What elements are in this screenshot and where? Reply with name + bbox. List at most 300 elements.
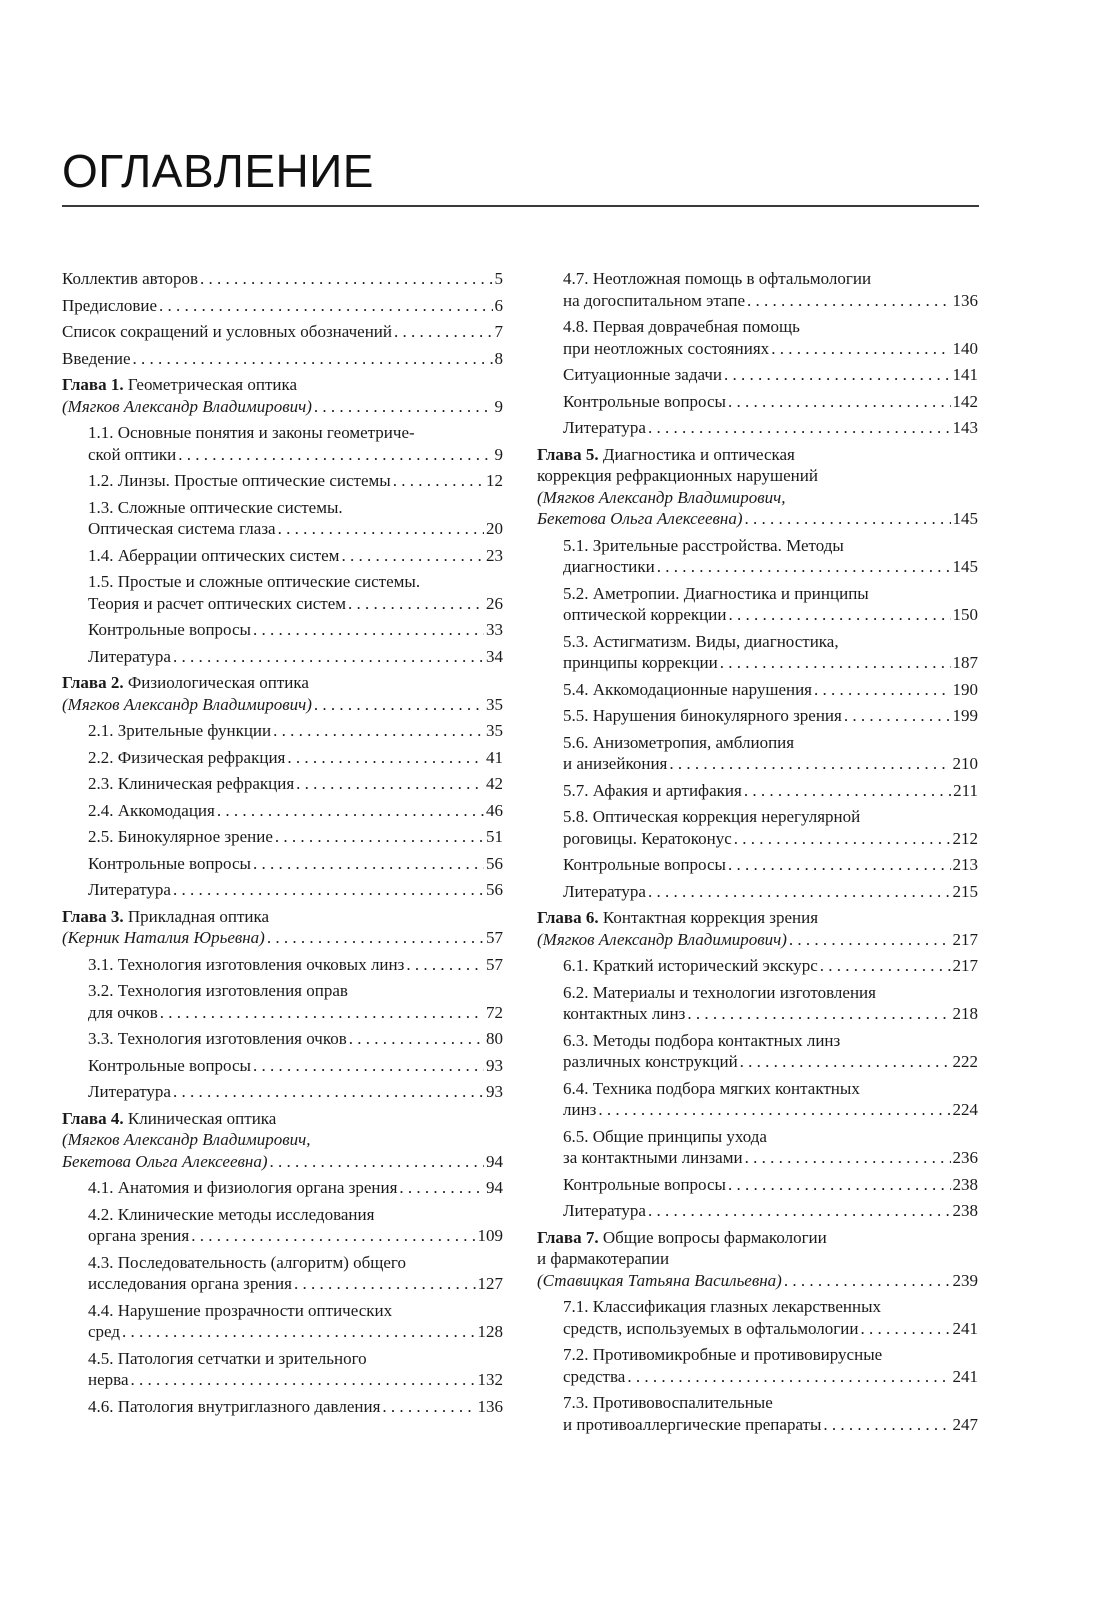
dot-leader [669, 753, 950, 775]
dot-leader [382, 1396, 475, 1418]
toc-section[interactable] [537, 705, 978, 727]
dot-leader [744, 780, 951, 802]
toc-section[interactable] [537, 679, 978, 701]
toc-entry-last-line [88, 593, 503, 615]
toc-page-number: 199 [952, 706, 978, 725]
toc-page-number: 128 [477, 1322, 503, 1341]
toc-section[interactable] [62, 422, 503, 465]
toc-section[interactable] [537, 1030, 978, 1073]
toc-entry-last-line [88, 518, 503, 540]
toc-page-number: 56 [486, 880, 503, 899]
chapter-number: Глава 6. [537, 908, 599, 927]
toc-entry-line: 6.2. Материалы и технологии изготовления [563, 982, 876, 1002]
dot-leader [814, 679, 951, 701]
toc-entry-last-line [62, 348, 503, 370]
toc-chapter-heading [62, 906, 503, 928]
toc-entry-line: 5.6. Анизометропия, амблиопия [563, 732, 795, 752]
toc-entry[interactable] [62, 268, 503, 290]
chapter-author-line: (Мягков Александр Владимирович, [537, 487, 786, 507]
toc-page-number: 57 [486, 928, 503, 947]
dot-leader [273, 720, 484, 742]
toc-section[interactable] [62, 1055, 503, 1077]
toc-entry-line: 5.1. Зрительные расстройства. Методы [563, 535, 844, 555]
toc-entry-text: Литература [563, 418, 646, 437]
toc-entry-last-line [88, 545, 503, 567]
toc-entry-last-line [88, 773, 503, 795]
toc-page-number: 33 [486, 620, 503, 639]
toc-entry-last-line [563, 364, 978, 386]
toc-page-number: 239 [952, 1270, 978, 1290]
toc-page-number: 93 [486, 1082, 503, 1101]
toc-page-number: 35 [486, 721, 503, 740]
toc-entry-text: Литература [88, 1082, 171, 1101]
toc-entry-last-line [88, 954, 503, 976]
toc-page-number: 94 [486, 1178, 503, 1197]
toc-entry-last-line [563, 290, 978, 312]
toc-entry-last-line [88, 1273, 503, 1295]
toc-entry-last-line [88, 1055, 503, 1077]
toc-entry-text: и противоаллергические препараты [563, 1414, 822, 1434]
toc-chapter[interactable] [537, 444, 978, 530]
dot-leader [314, 396, 493, 418]
dot-leader [745, 1147, 951, 1169]
toc-entry-text: на догоспитальном этапе [563, 290, 746, 310]
dot-leader [191, 1225, 475, 1247]
toc-section[interactable] [537, 535, 978, 578]
toc-entry-text: 2.1. Зрительные функции [88, 721, 272, 740]
toc-page-number: 238 [952, 1201, 978, 1220]
dot-leader [131, 1369, 476, 1391]
dot-leader [133, 348, 493, 370]
dot-leader [687, 1003, 950, 1025]
toc-section[interactable] [62, 879, 503, 901]
toc-entry-last-line [563, 338, 978, 360]
toc-entry-line: 4.2. Клинические методы исследования [88, 1204, 375, 1224]
toc-section[interactable] [537, 1174, 978, 1196]
toc-entry-last-line [88, 826, 503, 848]
toc-entry-last-line [563, 1318, 978, 1340]
toc-section[interactable] [62, 1081, 503, 1103]
chapter-title: Физиологическая оптика [123, 673, 309, 692]
toc-entry-text: Коллектив авторов [62, 269, 198, 288]
toc-chapter[interactable] [537, 1227, 978, 1292]
toc-entry-text: 2.4. Аккомодация [88, 800, 215, 820]
dot-leader [399, 1177, 484, 1199]
dot-leader [173, 879, 484, 901]
dot-leader [178, 444, 492, 466]
toc-section[interactable] [62, 571, 503, 614]
toc-entry-text: Литература [563, 1201, 646, 1220]
toc-entry-text: 2.5. Бинокулярное зрение [88, 827, 273, 846]
toc-entry-text: для очков [88, 1002, 158, 1022]
dot-leader [728, 604, 950, 626]
dot-leader [393, 470, 484, 492]
toc-entry-last-line [88, 1321, 503, 1343]
dot-leader [844, 705, 951, 727]
toc-page-number: 217 [952, 929, 978, 949]
toc-page-number: 213 [952, 855, 978, 874]
dot-leader [648, 881, 951, 903]
toc-entry-text: оптической коррекции [563, 605, 727, 624]
toc-section[interactable] [537, 316, 978, 359]
toc-entry-last-line [563, 1099, 978, 1121]
chapter-title-line: коррекция рефракционных нарушений [537, 466, 818, 485]
toc-entry-text: и анизейкония [563, 754, 668, 773]
toc-entry-last-line [563, 1366, 978, 1388]
dot-leader [296, 773, 484, 795]
toc-page-number: 23 [486, 545, 503, 565]
toc-section[interactable] [537, 583, 978, 626]
toc-entry-line: 4.7. Неотложная помощь в офтальмологии [563, 269, 872, 288]
toc-section[interactable] [537, 1392, 978, 1435]
toc-section[interactable] [537, 1078, 978, 1121]
toc-entry-line: 6.4. Техника подбора мягких контактных [563, 1078, 860, 1098]
toc-entry-last-line [88, 879, 503, 901]
toc-chapter-heading [537, 444, 978, 466]
toc-entry-last-line [88, 444, 503, 466]
toc-entry-last-line [537, 1270, 978, 1292]
toc-entry-last-line [563, 705, 978, 727]
toc-page-number: 41 [486, 747, 503, 767]
dot-leader [657, 556, 951, 578]
toc-entry-last-line [563, 679, 978, 701]
toc-entry-line: 4.3. Последовательность (алгоритм) общего [88, 1252, 406, 1272]
toc-page-number: 109 [477, 1226, 503, 1245]
toc-section[interactable] [62, 470, 503, 492]
dot-leader [294, 1273, 476, 1295]
chapter-title: Прикладная оптика [123, 906, 270, 926]
chapter-number: Глава 1. [62, 375, 124, 394]
dot-leader [823, 1414, 950, 1436]
dot-leader [314, 694, 484, 716]
dot-leader [771, 338, 950, 360]
toc-entry-last-line [88, 1177, 503, 1199]
toc-entry-last-line [88, 853, 503, 875]
chapter-title: Общие вопросы фармакологии [598, 1227, 827, 1247]
toc-page-number: 56 [486, 853, 503, 873]
toc-page-number: 132 [477, 1370, 503, 1389]
toc-page-number: 35 [486, 694, 503, 714]
dot-leader [648, 1200, 951, 1222]
toc-entry-last-line [563, 753, 978, 775]
toc-section[interactable] [62, 545, 503, 567]
toc-entry-text: диагностики [563, 557, 655, 576]
toc-section[interactable] [62, 747, 503, 769]
toc-page-number: 9 [494, 396, 503, 416]
toc-section[interactable] [537, 268, 978, 311]
toc-page-number: 217 [952, 956, 978, 975]
dot-leader [287, 747, 484, 769]
toc-section[interactable] [537, 881, 978, 903]
toc-section[interactable] [62, 954, 503, 976]
toc-section[interactable] [537, 631, 978, 674]
dot-leader [740, 1051, 951, 1073]
toc-page-number: 42 [486, 774, 503, 793]
toc-entry-last-line [88, 619, 503, 641]
toc-entry-last-line [563, 780, 978, 802]
chapter-number: Глава 7. [537, 1227, 599, 1247]
toc-column-right [537, 268, 978, 1440]
toc-section[interactable] [537, 780, 978, 802]
dot-leader [406, 954, 484, 976]
toc-entry[interactable] [62, 348, 503, 370]
toc-page-number: 8 [494, 348, 503, 368]
dot-leader [734, 828, 951, 850]
toc-entry-last-line [537, 508, 978, 530]
toc-entry-text: контактных линз [563, 1004, 686, 1023]
toc-section[interactable] [62, 800, 503, 822]
toc-section[interactable] [537, 1296, 978, 1339]
dot-leader [349, 1028, 484, 1050]
title-divider [62, 205, 979, 207]
toc-entry-last-line [88, 470, 503, 492]
toc-entry-text: Литература [88, 880, 171, 899]
toc-entry-last-line [88, 1225, 503, 1247]
toc-page-number: 236 [952, 1148, 978, 1167]
dot-leader [341, 545, 484, 567]
dot-leader [348, 593, 484, 615]
dot-leader [728, 391, 951, 413]
toc-entry-last-line [563, 1174, 978, 1196]
toc-section[interactable] [537, 732, 978, 775]
toc-entry-text: Оптическая система глаза [88, 519, 276, 538]
dot-leader [820, 955, 951, 977]
toc-entry-text: Контрольные вопросы [88, 1055, 251, 1075]
toc-entry-text: (Мягков Александр Владимирович) [537, 929, 787, 949]
toc-section[interactable] [537, 364, 978, 386]
chapter-title-line: и фармакотерапии [537, 1249, 670, 1268]
toc-section[interactable] [62, 1348, 503, 1391]
toc-entry-line: 1.3. Сложные оптические системы. [88, 497, 343, 517]
toc-entry-text: принципы коррекции [563, 653, 718, 672]
toc-chapter-heading [62, 672, 503, 694]
toc-entry-line: 4.4. Нарушение прозрачности оптических [88, 1300, 393, 1320]
toc-entry-last-line [563, 881, 978, 903]
toc-section[interactable] [62, 1252, 503, 1295]
toc-entry-last-line [62, 295, 503, 317]
toc-entry-text: 1.2. Линзы. Простые оптические системы [88, 471, 391, 490]
toc-section[interactable] [537, 1344, 978, 1387]
toc-entry-text: средств, используемых в офтальмологии [563, 1318, 859, 1338]
chapter-number: Глава 3. [62, 906, 124, 926]
toc-entry-text: Контрольные вопросы [563, 391, 726, 411]
toc-section[interactable] [62, 773, 503, 795]
dot-leader [253, 1055, 484, 1077]
toc-entry-text: Введение [62, 348, 131, 368]
toc-page-number: 34 [486, 646, 503, 666]
toc-page-number: 218 [952, 1004, 978, 1023]
toc-entry-line: 5.3. Астигматизм. Виды, диагностика, [563, 631, 839, 651]
toc-page-number: 210 [952, 754, 978, 773]
toc-entry-text: нерва [88, 1370, 129, 1389]
toc-chapter[interactable] [62, 374, 503, 417]
dot-leader [200, 268, 493, 290]
dot-leader [267, 927, 484, 949]
toc-entry-line: 6.5. Общие принципы ухода [563, 1126, 767, 1146]
toc-section[interactable] [537, 806, 978, 849]
toc-entry-text: (Мягков Александр Владимирович) [62, 694, 312, 714]
toc-entry-line: 7.2. Противомикробные и противовирусные [563, 1345, 883, 1364]
dot-leader [173, 646, 484, 668]
toc-entry-line: 6.3. Методы подбора контактных линз [563, 1030, 841, 1050]
toc-section[interactable] [537, 417, 978, 439]
chapter-title: Диагностика и оптическая [598, 444, 795, 464]
dot-leader [728, 1174, 951, 1196]
toc-page-number: 72 [486, 1002, 503, 1022]
toc-entry-last-line [88, 1396, 503, 1418]
chapter-title: Геометрическая оптика [123, 375, 298, 394]
toc-entry-text: Ситуационные задачи [563, 365, 722, 384]
toc-entry-text: за контактными линзами [563, 1148, 743, 1167]
toc-section[interactable] [537, 955, 978, 977]
chapter-number: Глава 4. [62, 1108, 124, 1128]
toc-entry-line: 5.8. Оптическая коррекция нерегулярной [563, 807, 861, 826]
toc-page-number: 211 [953, 780, 978, 800]
toc-entry-last-line [88, 1081, 503, 1103]
toc-section[interactable] [62, 619, 503, 641]
toc-entry-text: исследования органа зрения [88, 1274, 292, 1293]
toc-page-number: 80 [486, 1029, 503, 1048]
toc-section[interactable] [62, 497, 503, 540]
toc-page-number: 224 [952, 1100, 978, 1119]
toc-page-number: 136 [477, 1396, 503, 1416]
toc-entry-text: 2.2. Физическая рефракция [88, 747, 286, 767]
toc-entry-text: при неотложных состояниях [563, 338, 770, 358]
toc-section[interactable] [62, 826, 503, 848]
toc-entry-last-line [563, 828, 978, 850]
toc-entry-text: 4.6. Патология внутриглазного давления [88, 1396, 381, 1416]
toc-page-number: 94 [486, 1151, 503, 1171]
toc-entry-last-line [537, 929, 978, 951]
toc-entry-text: Список сокращений и условных обозначений [62, 322, 393, 341]
toc-entry-last-line [88, 800, 503, 822]
toc-page-number: 6 [494, 295, 503, 315]
toc-entry-last-line [62, 694, 503, 716]
toc-entry-last-line [88, 747, 503, 769]
toc-entry-last-line [563, 556, 978, 578]
toc-section[interactable] [537, 982, 978, 1025]
toc-entry-last-line [563, 417, 978, 439]
toc-entry-line: 7.3. Противовоспалительные [563, 1393, 773, 1412]
toc-page-number: 247 [952, 1414, 978, 1434]
toc-entry-text: Литература [88, 646, 171, 666]
toc-entry-line: 4.8. Первая доврачебная помощь [563, 317, 800, 336]
toc-chapter[interactable] [62, 672, 503, 715]
dot-leader [253, 853, 484, 875]
toc-entry-last-line [62, 268, 503, 290]
toc-entry-text: линз [563, 1100, 597, 1119]
toc-entry-text: средства [563, 1366, 626, 1386]
toc-entry-text: 3.1. Технология изготовления очковых линз [88, 954, 405, 974]
toc-section[interactable] [62, 1396, 503, 1418]
toc-section[interactable] [62, 720, 503, 742]
chapter-title: Контактная коррекция зрения [598, 908, 819, 927]
toc-entry-text: Бекетова Ольга Алексеевна) [537, 509, 743, 528]
dot-leader [160, 1002, 484, 1024]
toc-entry-text: Контрольные вопросы [88, 853, 251, 873]
toc-entry[interactable] [62, 295, 503, 317]
toc-entry-text: 5.5. Нарушения бинокулярного зрения [563, 706, 842, 725]
toc-entry-last-line [563, 955, 978, 977]
toc-chapter[interactable] [62, 906, 503, 949]
chapter-title: Клиническая оптика [123, 1108, 277, 1128]
toc-entry-last-line [62, 1151, 503, 1173]
dot-leader [278, 518, 484, 540]
toc-page-number: 143 [952, 418, 978, 437]
toc-entry-text: 5.7. Афакия и артифакия [563, 780, 742, 800]
toc-section[interactable] [62, 980, 503, 1023]
page-title: ОГЛАВЛЕНИЕ [62, 145, 374, 197]
toc-section[interactable] [62, 1204, 503, 1247]
toc-page-number: 57 [486, 954, 503, 974]
toc-entry-last-line [563, 1414, 978, 1436]
toc-section[interactable] [537, 1200, 978, 1222]
toc-entry-text: (Мягков Александр Владимирович) [62, 396, 312, 416]
toc-chapter-heading [62, 1108, 503, 1130]
toc-page-number: 93 [486, 1055, 503, 1075]
toc-page-number: 20 [486, 519, 503, 538]
toc-page-number: 212 [952, 828, 978, 848]
toc-entry-last-line [88, 720, 503, 742]
toc-chapter[interactable] [537, 907, 978, 950]
toc-entry-last-line [88, 1369, 503, 1391]
toc-entry-last-line [563, 1051, 978, 1073]
dot-leader [275, 826, 484, 848]
toc-page-number: 222 [952, 1052, 978, 1071]
toc-entry-line: 1.5. Простые и сложные оптические системы. [88, 572, 421, 591]
toc-entry-text: Предисловие [62, 295, 158, 315]
toc-chapter-heading [537, 907, 978, 929]
toc-page-number: 51 [486, 827, 503, 846]
dot-leader [217, 800, 484, 822]
toc-entry-text: 6.1. Краткий исторический экскурс [563, 956, 818, 975]
toc-section[interactable] [62, 1177, 503, 1199]
toc-page-number: 46 [486, 800, 503, 820]
toc-entry-text: роговицы. Кератоконус [563, 828, 732, 848]
toc-entry-line: 5.2. Аметропии. Диагностика и принципы [563, 583, 869, 603]
toc-entry-line: 3.2. Технология изготовления оправ [88, 981, 348, 1000]
dot-leader [720, 652, 951, 674]
toc-entry[interactable] [62, 321, 503, 343]
toc-section[interactable] [62, 853, 503, 875]
toc-section[interactable] [537, 854, 978, 876]
dot-leader [724, 364, 951, 386]
toc-entry-last-line [563, 1147, 978, 1169]
toc-page-number: 238 [952, 1174, 978, 1194]
toc-entry-last-line [563, 652, 978, 674]
toc-entry-last-line [563, 391, 978, 413]
toc-entry-last-line [62, 321, 503, 343]
dot-leader [173, 1081, 484, 1103]
toc-page-number: 241 [952, 1318, 978, 1338]
toc-section[interactable] [62, 1300, 503, 1343]
toc-entry-last-line [88, 646, 503, 668]
toc-entry-text: (Ставицкая Татьяна Васильевна) [537, 1270, 782, 1290]
chapter-number: Глава 2. [62, 673, 124, 692]
toc-page-number: 241 [952, 1366, 978, 1386]
toc-chapter[interactable] [62, 1108, 503, 1173]
toc-entry-text: 2.3. Клиническая рефракция [88, 774, 295, 793]
toc-section[interactable] [62, 1028, 503, 1050]
dot-leader [394, 321, 492, 343]
toc-entry-text: ской оптики [88, 444, 177, 464]
toc-section[interactable] [62, 646, 503, 668]
toc-page-number: 145 [952, 557, 978, 576]
dot-leader [648, 417, 951, 439]
toc-page-number: 5 [494, 269, 503, 288]
toc-section[interactable] [537, 1126, 978, 1169]
toc-section[interactable] [537, 391, 978, 413]
